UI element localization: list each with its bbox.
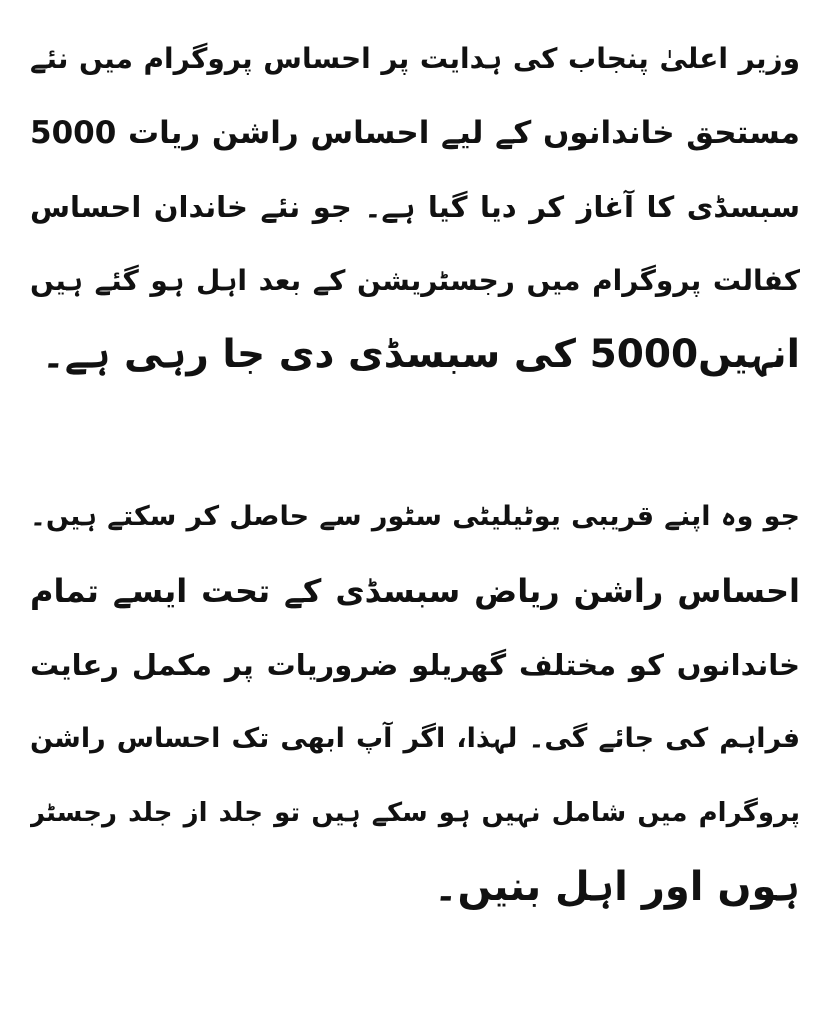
text-line: خاندانوں کو مختلف گھریلو ضروریات پر مکمل رعایت	[30, 648, 800, 682]
text-line: ہوں اور اہل بنیں۔	[434, 864, 800, 910]
text-line: فراہم کی جائے گی۔ لہذا، اگر آپ ابھی تک احساس راشن	[30, 723, 800, 754]
text-line: سبسڈی کا آغاز کر دیا گیا ہے۔ جو نئے خاندان احساس	[30, 190, 800, 224]
text-line: کفالت پروگرام میں رجسٹریشن کے بعد اہل ہو گئے ہیں	[30, 264, 800, 297]
text-line: پروگرام میں شامل نہیں ہو سکے ہیں تو جلد از جلد رجسٹر	[30, 798, 800, 828]
text-line: وزیر اعلیٰ پنجاب کی ہدایت پر احساس پروگرام میں نئے	[30, 42, 800, 75]
text-line: مستحق خاندانوں کے لیے احساس راشن ریات 5000	[30, 115, 800, 151]
paragraph-spacer	[30, 392, 800, 480]
text-line: انہیں5000 کی سبسڈی دی جا رہی ہے۔	[41, 332, 800, 377]
paragraph-subsidy-announcement	[30, 22, 800, 392]
text-line: احساس راشن ریاض سبسڈی کے تحت ایسے تمام	[30, 572, 800, 610]
paragraph-utility-store-info	[30, 480, 800, 924]
text-line: جو وہ اپنے قریبی یوٹیلیٹی سٹور سے حاصل کر سکتے ہیں۔	[30, 501, 800, 532]
